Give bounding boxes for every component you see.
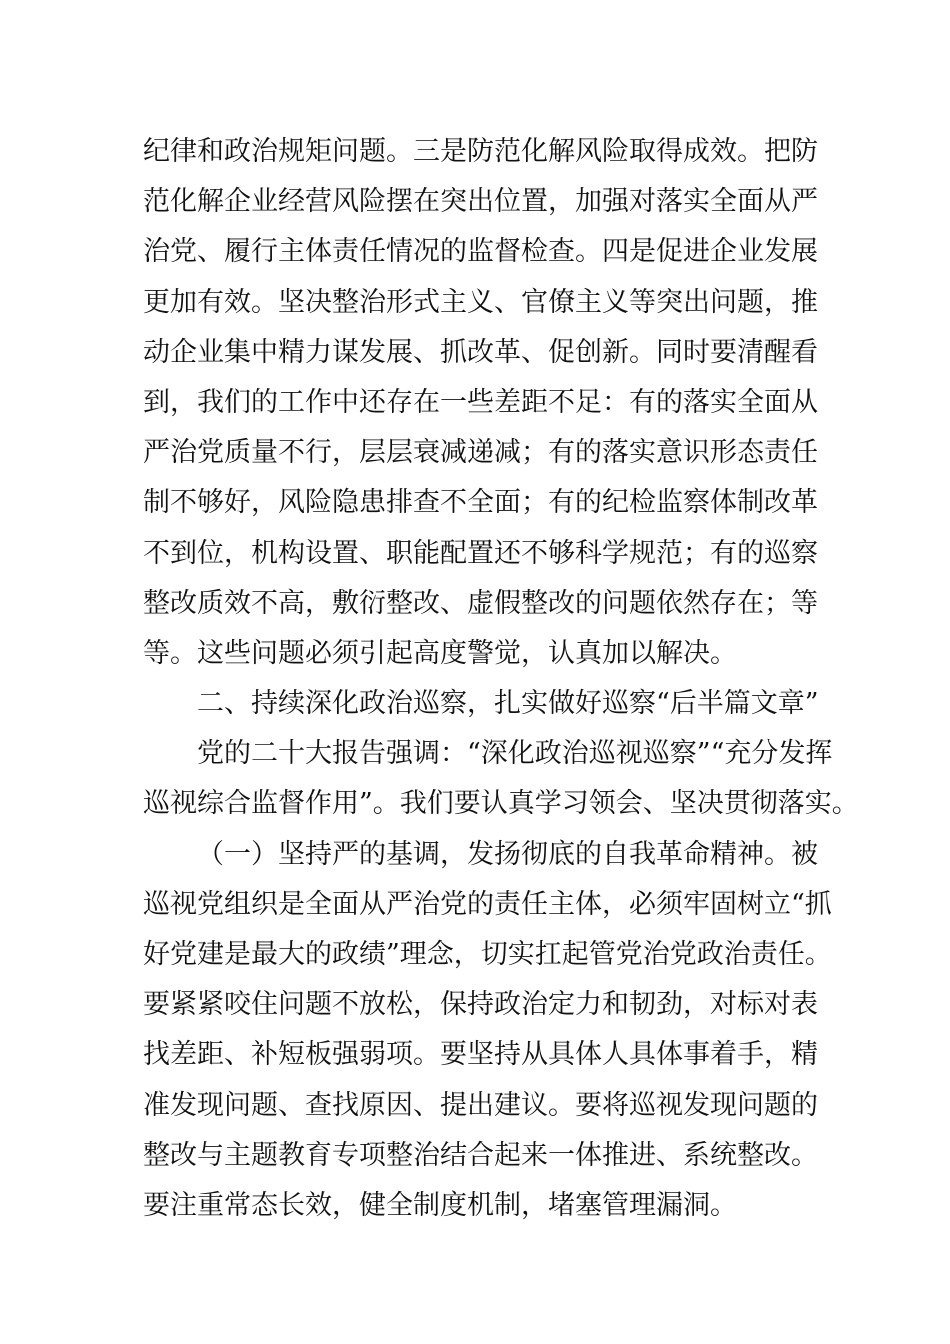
text-line: 好党建是最大的政绩”理念，切实扛起管党治党政治责任。	[143, 939, 832, 970]
subsection-first-line: （一）坚持严的基调，发扬彻底的自我革命精神。被	[197, 838, 818, 870]
text-line: 到，我们的工作中还存在一些差距不足：有的落实全面从	[143, 386, 818, 418]
text-line: 整改质效不高，敷衍整改、虚假整改的问题依然存在；等	[143, 587, 818, 619]
text-line: 范化解企业经营风险摆在突出位置，加强对落实全面从严	[143, 186, 818, 218]
text-line: 治党、履行主体责任情况的监督检查。四是促进企业发展	[143, 236, 818, 268]
text-line: 动企业集中精力谋发展、抓改革、促创新。同时要清醒看	[143, 336, 818, 368]
section-heading: 二、持续深化政治巡察，扎实做好巡察“后半篇文章”	[197, 688, 819, 720]
text-line: 找差距、补短板强弱项。要坚持从具体人具体事着手，精	[143, 1039, 818, 1071]
document-body	[143, 127, 859, 1231]
text-line: 更加有效。坚决整治形式主义、官僚主义等突出问题，推	[143, 286, 818, 318]
text-line: 整改与主题教育专项整治结合起来一体推进、系统整改。	[143, 1139, 818, 1171]
text-line: 准发现问题、查找原因、提出建议。要将巡视发现问题的	[143, 1089, 818, 1121]
text-line: 不到位，机构设置、职能配置还不够科学规范；有的巡察	[143, 537, 818, 569]
text-line: 制不够好，风险隐患排查不全面；有的纪检监察体制改革	[143, 487, 818, 519]
text-line: 巡视综合监督作用”。我们要认真学习领会、坚决贯彻落实。	[143, 788, 859, 820]
paragraph-first-line: 党的二十大报告强调：“深化政治巡视巡察”“充分发挥	[197, 738, 833, 770]
text-line: 纪律和政治规矩问题。三是防范化解风险取得成效。把防	[143, 136, 818, 167]
text-line: 巡视党组织是全面从严治党的责任主体，必须牢固树立“抓	[143, 888, 832, 920]
text-line: 要注重常态长效，健全制度机制，堵塞管理漏洞。	[143, 1189, 737, 1221]
text-line: 等。这些问题必须引起高度警觉，认真加以解决。	[143, 637, 737, 669]
text-line: 要紧紧咬住问题不放松，保持政治定力和韧劲，对标对表	[143, 989, 818, 1021]
text-line: 严治党质量不行，层层衰减递减；有的落实意识形态责任	[143, 437, 818, 469]
